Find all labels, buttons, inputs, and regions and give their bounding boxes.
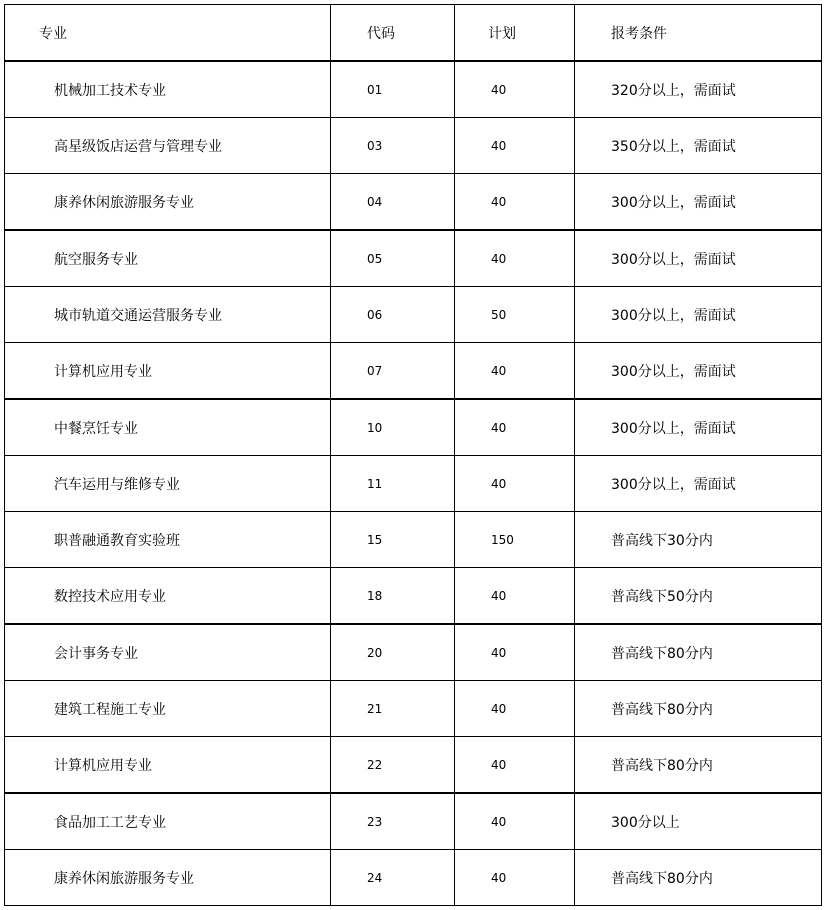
cell-requirement: 普高线下80分内 xyxy=(575,850,822,906)
cell-code: 18 xyxy=(331,568,455,625)
cell-requirement: 普高线下80分内 xyxy=(575,624,822,681)
cell-code: 03 xyxy=(331,118,455,174)
table-row xyxy=(5,737,822,794)
cell-major: 建筑工程施工专业 xyxy=(5,681,331,737)
header-requirement: 报考条件 xyxy=(575,5,822,62)
cell-plan: 40 xyxy=(455,399,575,456)
cell-requirement: 300分以上，需面试 xyxy=(575,456,822,512)
cell-code: 24 xyxy=(331,850,455,906)
cell-code: 06 xyxy=(331,287,455,343)
table-row xyxy=(5,624,822,681)
table-row xyxy=(5,399,822,456)
cell-plan: 40 xyxy=(455,61,575,118)
table-row xyxy=(5,118,822,174)
cell-requirement: 300分以上 xyxy=(575,793,822,850)
cell-code: 05 xyxy=(331,230,455,287)
cell-plan: 40 xyxy=(455,568,575,625)
cell-code: 20 xyxy=(331,624,455,681)
header-plan: 计划 xyxy=(455,5,575,62)
table-row xyxy=(5,174,822,231)
table-row xyxy=(5,850,822,906)
table-row xyxy=(5,61,822,118)
table-body xyxy=(5,61,822,906)
cell-plan: 40 xyxy=(455,624,575,681)
cell-plan: 40 xyxy=(455,174,575,231)
cell-major: 数控技术应用专业 xyxy=(5,568,331,625)
cell-code: 10 xyxy=(331,399,455,456)
admissions-table xyxy=(4,4,822,906)
cell-major: 计算机应用专业 xyxy=(5,737,331,794)
cell-requirement: 300分以上，需面试 xyxy=(575,230,822,287)
table-row xyxy=(5,343,822,400)
table-row xyxy=(5,230,822,287)
cell-plan: 40 xyxy=(455,230,575,287)
table-row xyxy=(5,568,822,625)
cell-requirement: 普高线下30分内 xyxy=(575,512,822,568)
cell-code: 01 xyxy=(331,61,455,118)
cell-major: 高星级饭店运营与管理专业 xyxy=(5,118,331,174)
cell-major: 城市轨道交通运营服务专业 xyxy=(5,287,331,343)
cell-code: 23 xyxy=(331,793,455,850)
table-row xyxy=(5,287,822,343)
table-row xyxy=(5,793,822,850)
header-code: 代码 xyxy=(331,5,455,62)
cell-plan: 150 xyxy=(455,512,575,568)
cell-major: 康养休闲旅游服务专业 xyxy=(5,174,331,231)
cell-code: 22 xyxy=(331,737,455,794)
table-row xyxy=(5,512,822,568)
cell-major: 汽车运用与维修专业 xyxy=(5,456,331,512)
cell-plan: 40 xyxy=(455,456,575,512)
cell-plan: 40 xyxy=(455,118,575,174)
cell-requirement: 300分以上，需面试 xyxy=(575,287,822,343)
cell-requirement: 320分以上，需面试 xyxy=(575,61,822,118)
cell-code: 15 xyxy=(331,512,455,568)
cell-major: 航空服务专业 xyxy=(5,230,331,287)
table-row xyxy=(5,456,822,512)
cell-requirement: 300分以上，需面试 xyxy=(575,343,822,400)
cell-requirement: 普高线下80分内 xyxy=(575,681,822,737)
cell-plan: 40 xyxy=(455,737,575,794)
cell-code: 04 xyxy=(331,174,455,231)
table-header xyxy=(5,5,822,62)
cell-plan: 40 xyxy=(455,681,575,737)
cell-code: 11 xyxy=(331,456,455,512)
cell-plan: 50 xyxy=(455,287,575,343)
table-row xyxy=(5,681,822,737)
cell-requirement: 普高线下50分内 xyxy=(575,568,822,625)
cell-major: 会计事务专业 xyxy=(5,624,331,681)
cell-requirement: 普高线下80分内 xyxy=(575,737,822,794)
cell-major: 机械加工技术专业 xyxy=(5,61,331,118)
header-major: 专业 xyxy=(5,5,331,62)
cell-requirement: 300分以上，需面试 xyxy=(575,174,822,231)
cell-plan: 40 xyxy=(455,343,575,400)
cell-major: 中餐烹饪专业 xyxy=(5,399,331,456)
cell-major: 计算机应用专业 xyxy=(5,343,331,400)
cell-code: 21 xyxy=(331,681,455,737)
cell-major: 职普融通教育实验班 xyxy=(5,512,331,568)
cell-requirement: 350分以上，需面试 xyxy=(575,118,822,174)
cell-major: 康养休闲旅游服务专业 xyxy=(5,850,331,906)
cell-plan: 40 xyxy=(455,793,575,850)
cell-major: 食品加工工艺专业 xyxy=(5,793,331,850)
cell-plan: 40 xyxy=(455,850,575,906)
cell-code: 07 xyxy=(331,343,455,400)
header-row xyxy=(5,5,822,62)
cell-requirement: 300分以上，需面试 xyxy=(575,399,822,456)
